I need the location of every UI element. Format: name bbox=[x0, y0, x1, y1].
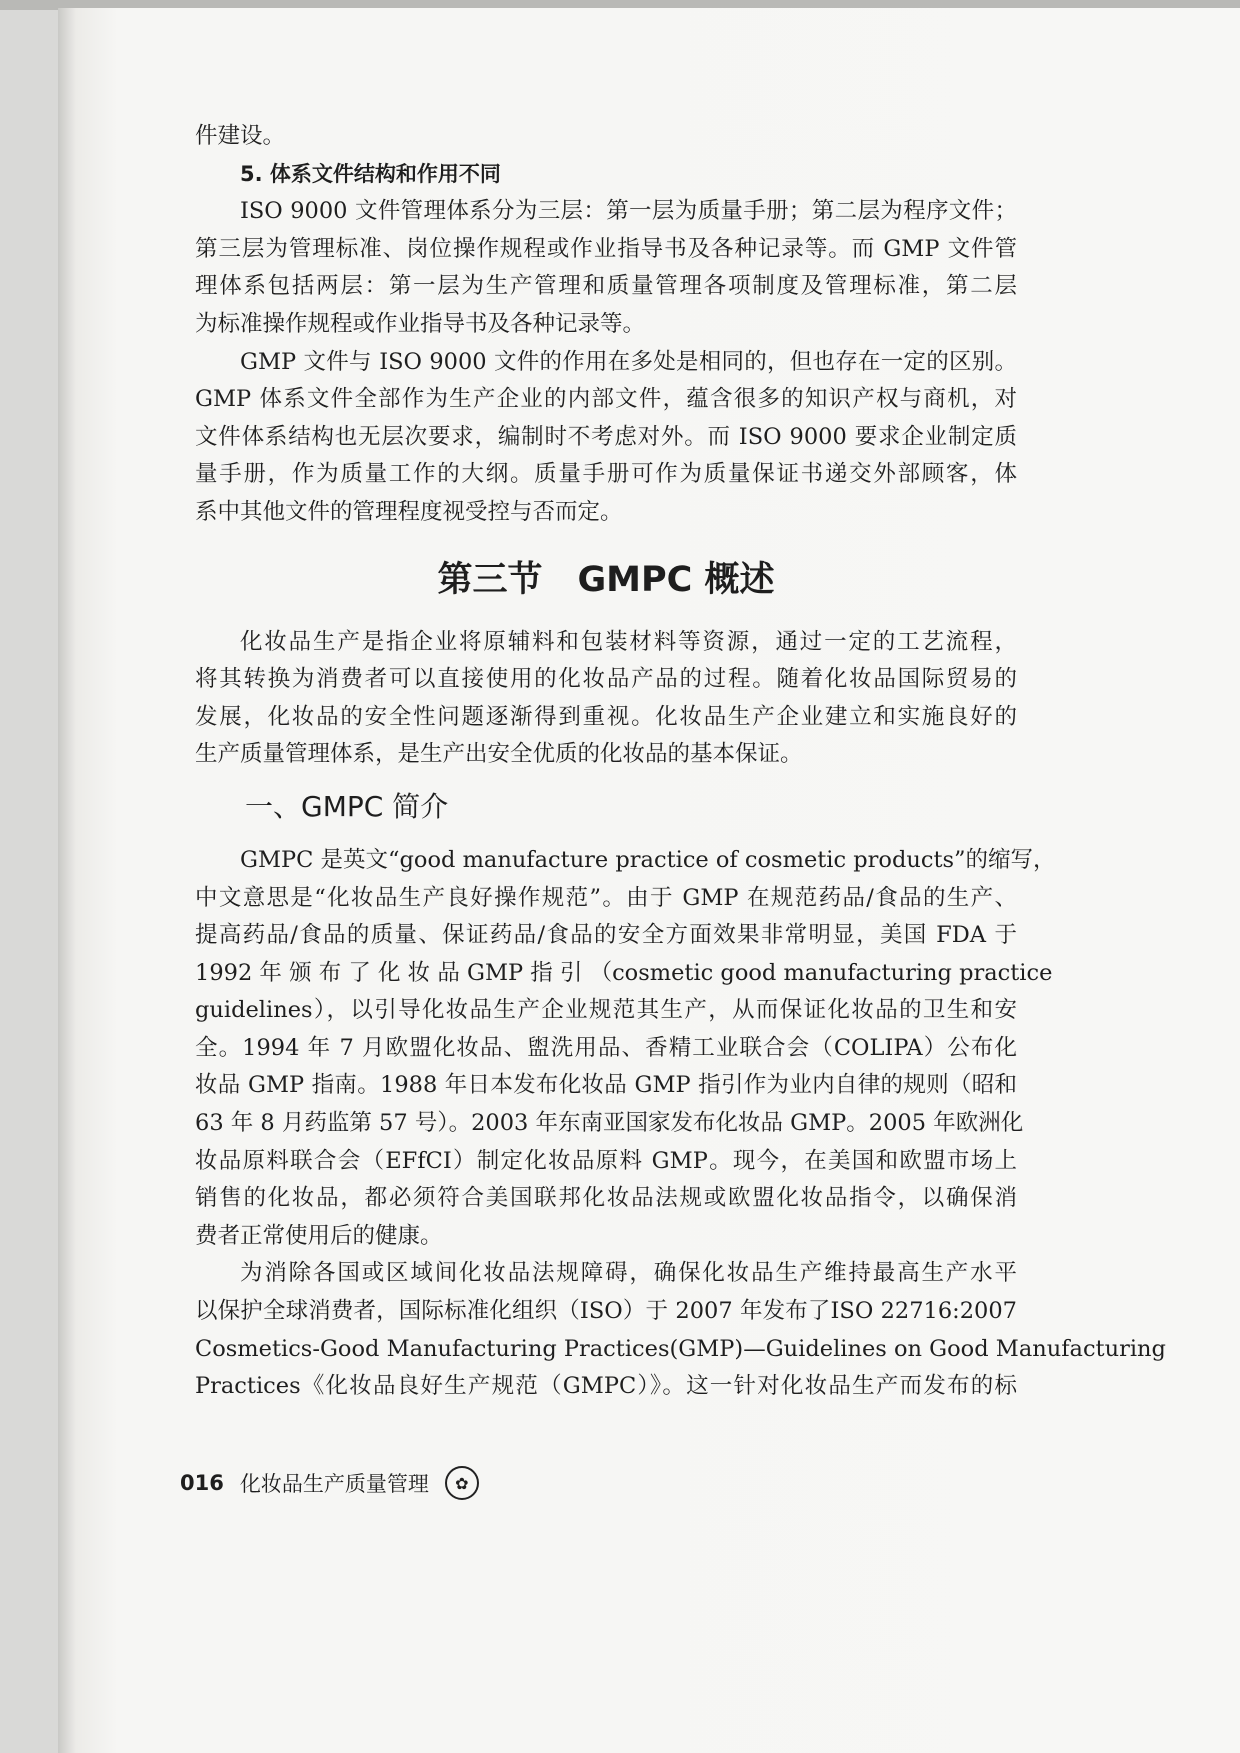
paragraph-line: 63 年 8 月药监第 57 号）。2003 年东南亚国家发布化妆品 GMP。2005 年欧洲化 bbox=[195, 1110, 1024, 1137]
paragraph-line: 发展，化妆品的安全性问题逐渐得到重视。化妆品生产企业建立和实施良好的 bbox=[195, 703, 1017, 730]
paragraph-line: guidelines），以引导化妆品生产企业规范其生产，从而保证化妆品的卫生和安 bbox=[195, 997, 1017, 1024]
paragraph-line: 件建设。 bbox=[195, 123, 286, 149]
paragraph-line: 化妆品生产是指企业将原辅料和包装材料等资源，通过一定的工艺流程， bbox=[240, 628, 1017, 655]
numbered-heading: 5. 体系文件结构和作用不同 bbox=[240, 161, 501, 186]
publisher-logo-icon: ✿ bbox=[445, 1466, 479, 1500]
paragraph-line: 量手册，作为质量工作的大纲。质量手册可作为质量保证书递交外部顾客，体 bbox=[195, 461, 1017, 488]
section-heading: 第三节 GMPC 概述 bbox=[437, 559, 775, 600]
paragraph-line: 销售的化妆品，都必须符合美国联邦化妆品法规或欧盟化妆品指令，以确保消 bbox=[195, 1185, 1017, 1212]
paragraph-line: 中文意思是“化妆品生产良好操作规范”。由于 GMP 在规范药品/食品的生产、 bbox=[195, 884, 1017, 911]
paragraph-line: 为消除各国或区域间化妆品法规障碍，确保化妆品生产维持最高生产水平 bbox=[240, 1260, 1017, 1287]
paragraph-line: GMP 文件与 ISO 9000 文件的作用在多处是相同的，但也存在一定的区别。 bbox=[240, 348, 1017, 375]
paragraph-line: 妆品原料联合会（EFfCI）制定化妆品原料 GMP。现今，在美国和欧盟市场上 bbox=[195, 1147, 1017, 1174]
paragraph-line: 生产质量管理体系，是生产出安全优质的化妆品的基本保证。 bbox=[195, 741, 803, 768]
page-body bbox=[195, 118, 1166, 1406]
paragraph-line: Cosmetics-Good Manufacturing Practices(GMP)—Guidelines on Good Manufacturing bbox=[195, 1335, 1166, 1362]
paragraph-line: 理体系包括两层：第一层为生产管理和质量管理各项制度及管理标准，第二层 bbox=[195, 273, 1017, 300]
paragraph-line: 系中其他文件的管理程度视受控与否而定。 bbox=[195, 498, 623, 525]
book-title: 化妆品生产质量管理 bbox=[239, 1472, 429, 1496]
paragraph-line: GMP 体系文件全部作为生产企业的内部文件，蕴含很多的知识产权与商机，对 bbox=[195, 386, 1017, 413]
paragraph-line: 第三层为管理标准、岗位操作规程或作业指导书及各种记录等。而 GMP 文件管 bbox=[195, 235, 1017, 262]
paragraph-line: 文件体系结构也无层次要求，编制时不考虑对外。而 ISO 9000 要求企业制定质 bbox=[195, 423, 1017, 450]
paragraph-line: 将其转换为消费者可以直接使用的化妆品产品的过程。随着化妆品国际贸易的 bbox=[195, 666, 1017, 693]
paragraph-line: GMPC 是英文“good manufacture practice of cosmetic products”的缩写， bbox=[240, 846, 1056, 873]
page-footer bbox=[180, 1463, 479, 1503]
paragraph-line: 1992 年 颁 布 了 化 妆 品 GMP 指 引 （cosmetic good manufacturing practice bbox=[195, 959, 1053, 986]
paragraph-line: 提高药品/食品的质量、保证药品/食品的安全方面效果非常明显，美国 FDA 于 bbox=[195, 922, 1017, 949]
page-number: 016 bbox=[180, 1471, 224, 1495]
paragraph-line: Practices《化妆品良好生产规范（GMPC）》。这一针对化妆品生产而发布的标 bbox=[195, 1373, 1017, 1400]
subsection-heading: 一、GMPC 简介 bbox=[245, 789, 449, 823]
paragraph-line: ISO 9000 文件管理体系分为三层：第一层为质量手册；第二层为程序文件； bbox=[240, 198, 1017, 225]
paragraph-line: 为标准操作规程或作业指导书及各种记录等。 bbox=[195, 310, 646, 337]
paragraph-line: 全。1994 年 7 月欧盟化妆品、盥洗用品、香精工业联合会（COLIPA）公布化 bbox=[195, 1034, 1017, 1061]
paragraph-line: 以保护全球消费者，国际标准化组织（ISO）于 2007 年发布了ISO 22716:2007 bbox=[195, 1298, 1017, 1325]
paragraph-line: 妆品 GMP 指南。1988 年日本发布化妆品 GMP 指引作为业内自律的规则（昭和 bbox=[195, 1072, 1017, 1099]
paragraph-line: 费者正常使用后的健康。 bbox=[195, 1222, 443, 1249]
